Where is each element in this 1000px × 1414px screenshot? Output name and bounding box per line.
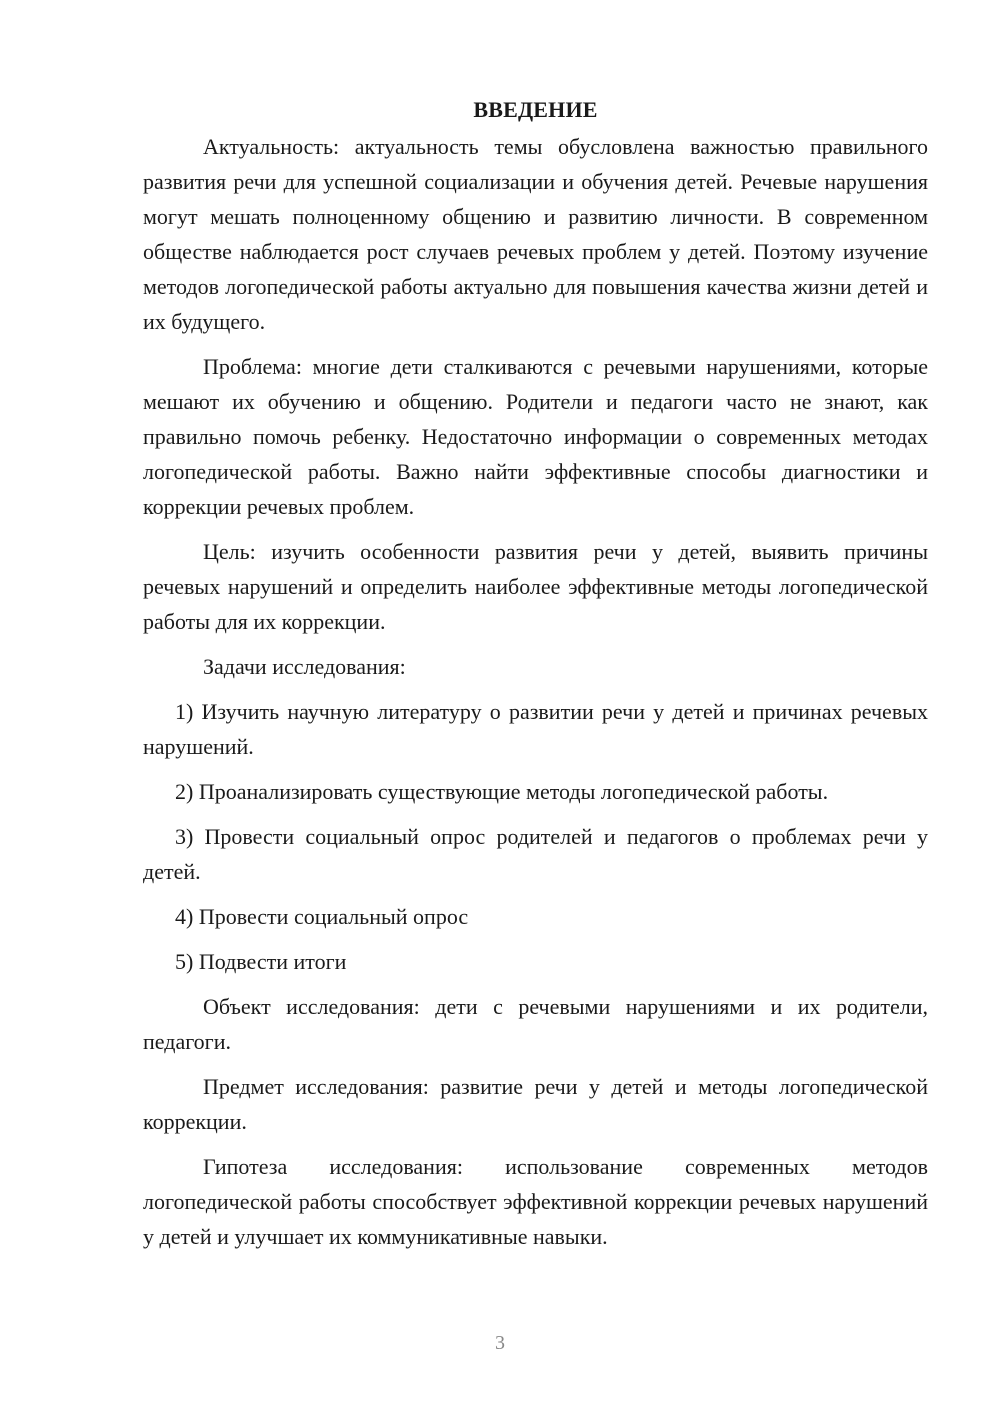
task-item: 1) Изучить научную литературу о развитии речи у детей и причинах речевых нарушений. <box>143 699 928 759</box>
task-item: 4) Провести социальный опрос <box>175 904 469 929</box>
task-item: 3) Провести социальный опрос родителей и педагогов о проблемах речи у детей. <box>143 824 928 884</box>
section-title: ВВЕДЕНИЕ <box>473 97 598 122</box>
goal-paragraph: Цель: изучить особенности развития речи у детей, выявить причины речевых нарушений и определить наиболее эффективные методы логопедической работы для их коррекции. <box>143 539 928 634</box>
tasks-heading: Задачи исследования: <box>203 654 406 679</box>
task-item: 5) Подвести итоги <box>175 949 347 974</box>
task-item: 2) Проанализировать существующие методы логопедической работы. <box>175 779 829 804</box>
page-number: 3 <box>495 1332 505 1354</box>
object-paragraph: Объект исследования: дети с речевыми нарушениями и их родители, педагоги. <box>143 994 928 1054</box>
subject-paragraph: Предмет исследования: развитие речи у детей и методы логопедической коррекции. <box>143 1074 928 1134</box>
hypothesis-paragraph: Гипотеза исследования: использование современных методов логопедической работы способствует эффективной коррекции речевых нарушений у детей и улучшает их коммуникативные навыки. <box>143 1154 928 1249</box>
relevance-paragraph: Актуальность: актуальность темы обусловлена важностью правильного развития речи для успешной социализации и обучения детей. Речевые нарушения могут мешать полноценному общению и развитию личности. В современном обществе наблюдается рост случаев речевых проблем у детей. Поэтому изучение методов логопедической работы актуально для повышения качества жизни детей и их будущего. <box>143 134 928 334</box>
problem-paragraph: Проблема: многие дети сталкиваются с речевыми нарушениями, которые мешают их обучению и общению. Родители и педагоги часто не знают, как правильно помочь ребенку. Недостаточно информации о современных методах логопедической работы. Важно найти эффективные способы диагностики и коррекции речевых проблем. <box>143 354 928 519</box>
page-content <box>143 92 928 1264</box>
